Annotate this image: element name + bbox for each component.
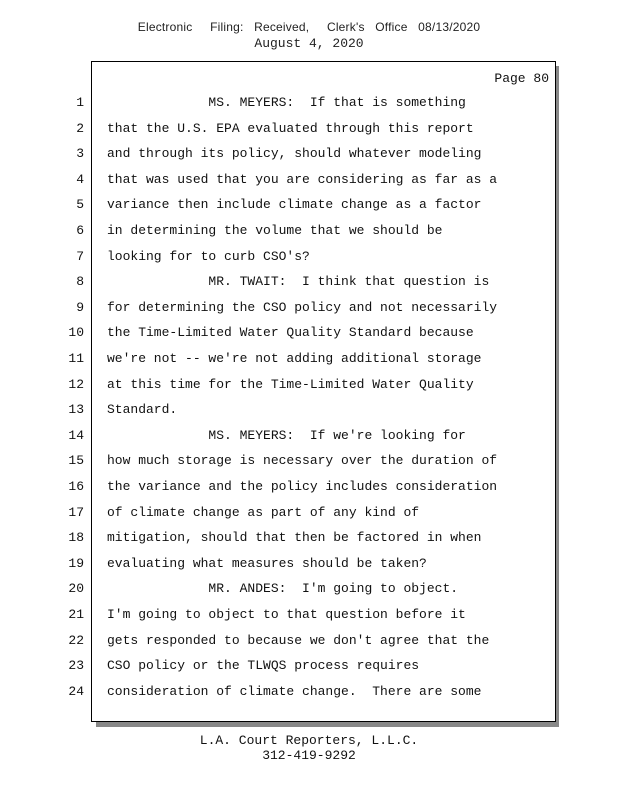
line-number: 17 <box>68 505 84 520</box>
transcript-line: MS. MEYERS: If we're looking for <box>107 428 466 443</box>
transcript-line: MS. MEYERS: If that is something <box>107 95 466 110</box>
transcript-line: we're not -- we're not adding additional storage <box>107 351 482 366</box>
transcript-line: looking for to curb CSO's? <box>107 249 310 264</box>
transcript-line: gets responded to because we don't agree that the <box>107 633 490 648</box>
reporter-phone: 312-419-9292 <box>262 748 356 763</box>
line-number: 19 <box>68 556 84 571</box>
line-number: 20 <box>68 581 84 596</box>
line-number: 15 <box>68 453 84 468</box>
transcript-line: variance then include climate change as a factor <box>107 197 482 212</box>
line-number: 7 <box>76 249 84 264</box>
line-number: 23 <box>68 658 84 673</box>
transcript-line: MR. TWAIT: I think that question is <box>107 274 490 289</box>
line-number: 13 <box>68 402 84 417</box>
line-number: 12 <box>68 377 84 392</box>
line-number: 1 <box>76 95 84 110</box>
reporter-company: L.A. Court Reporters, L.L.C. <box>199 733 419 748</box>
transcript-line: at this time for the Time-Limited Water Quality <box>107 377 474 392</box>
line-number: 5 <box>76 197 84 212</box>
transcript-line: mitigation, should that then be factored in when <box>107 530 482 545</box>
transcript-line: evaluating what measures should be taken? <box>107 556 427 571</box>
line-number: 24 <box>68 684 84 699</box>
transcript-line: I'm going to object to that question before it <box>107 607 466 622</box>
transcript-line: for determining the CSO policy and not necessarily <box>107 300 498 315</box>
transcript-date: August 4, 2020 <box>254 36 364 51</box>
line-number: 11 <box>68 351 84 366</box>
line-number: 18 <box>68 530 84 545</box>
filing-stamp: Electronic Filing: Received, Clerk's Office 08/13/2020 <box>137 20 481 34</box>
line-number: 9 <box>76 300 84 315</box>
transcript-line: MR. ANDES: I'm going to object. <box>107 581 459 596</box>
transcript-line: CSO policy or the TLWQS process requires <box>107 658 420 673</box>
transcript-line: of climate change as part of any kind of <box>107 505 420 520</box>
line-number: 4 <box>76 172 84 187</box>
line-number: 16 <box>68 479 84 494</box>
transcript-line: the Time-Limited Water Quality Standard because <box>107 325 474 340</box>
transcript-line: that was used that you are considering as far as a <box>107 172 498 187</box>
transcript-line: and through its policy, should whatever modeling <box>107 146 482 161</box>
line-number: 21 <box>68 607 84 622</box>
line-number: 3 <box>76 146 84 161</box>
line-number: 22 <box>68 633 84 648</box>
line-number: 8 <box>76 274 84 289</box>
transcript-line: the variance and the policy includes consideration <box>107 479 498 494</box>
transcript-line: consideration of climate change. There are some <box>107 684 482 699</box>
line-number: 14 <box>68 428 84 443</box>
line-number: 2 <box>76 121 84 136</box>
transcript-line: how much storage is necessary over the duration of <box>107 453 498 468</box>
line-number: 6 <box>76 223 84 238</box>
line-number: 10 <box>68 325 84 340</box>
transcript-line: in determining the volume that we should be <box>107 223 443 238</box>
transcript-line: that the U.S. EPA evaluated through this report <box>107 121 474 136</box>
page-number: Page 80 <box>494 71 549 86</box>
transcript-line: Standard. <box>107 402 178 417</box>
